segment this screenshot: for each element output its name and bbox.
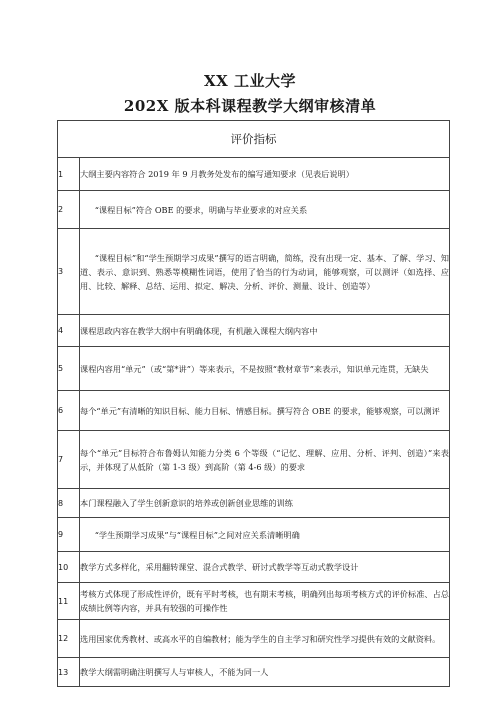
row-number: 2 — [58, 191, 80, 229]
table-row — [58, 583, 450, 620]
table-row — [58, 229, 450, 315]
criterion-text: “课程目标”符合 OBE 的要求，明确与毕业要求的对应关系 — [80, 191, 450, 229]
row-number: 1 — [58, 158, 80, 191]
criterion-text: “课程目标”和“学生预期学习成果”撰写的语言明确，简练，没有出现一定、基本、了解、学习、知道、表示、意识到、熟悉等模糊性词语，使用了恰当的行为动词，能够观察，可以测评（如选择、应用、比较、解释、总结、运用、拟定、解决、分析、评价、测量、设计、创造等） — [80, 229, 450, 315]
table-row — [58, 347, 450, 391]
table-row — [58, 518, 450, 552]
row-number: 6 — [58, 391, 80, 431]
criterion-text: 每个“单元”目标符合布鲁姆认知能力分类 6 个等级（“记忆、理解、应用、分析、评判、创造）”来表示，并体现了从低阶（第 1-3 级）到高阶（第 4-6 级）的要求 — [80, 431, 450, 489]
criterion-text: 本门课程融入了学生创新意识的培养或创新创业思维的训练 — [80, 489, 450, 518]
criterion-text: 课程内容用“单元”（或“第*讲”）等来表示，不是按照“教材章节”来表示，知识单元连贯，无缺失 — [80, 347, 450, 391]
row-number: 3 — [58, 229, 80, 315]
row-number: 11 — [58, 583, 80, 620]
column-header: 评价指标 — [58, 121, 450, 158]
criterion-text: 教学大纲需明确注明撰写人与审核人，不能为同一人 — [80, 658, 450, 687]
row-number: 13 — [58, 658, 80, 687]
table-header-row — [58, 121, 450, 158]
criterion-text: 教学方式多样化，采用翻转课堂、混合式教学、研讨式教学等互动式教学设计 — [80, 552, 450, 583]
row-number: 10 — [58, 552, 80, 583]
criterion-text: 大纲主要内容符合 2019 年 9 月教务处发布的编写通知要求（见表后说明） — [80, 158, 450, 191]
criterion-text: 考核方式体现了形成性评价，既有平时考核，也有期末考核，明确列出每项考核方式的评价标准、占总成绩比例等内容，并具有较强的可操作性 — [80, 583, 450, 620]
table-row — [58, 315, 450, 347]
criterion-text: 选用国家优秀教材、或高水平的自编教材；能为学生的自主学习和研究性学习提供有效的文献资料。 — [80, 620, 450, 658]
table-row — [58, 658, 450, 687]
row-number: 7 — [58, 431, 80, 489]
criterion-text: “学生预期学习成果”与“课程目标”之间对应关系清晰明确 — [80, 518, 450, 552]
row-number: 5 — [58, 347, 80, 391]
table-row — [58, 620, 450, 658]
table-row — [58, 391, 450, 431]
table-row — [58, 552, 450, 583]
row-number: 9 — [58, 518, 80, 552]
table-row — [58, 191, 450, 229]
criterion-text: 每个“单元”有清晰的知识目标、能力目标、情感目标。撰写符合 OBE 的要求，能够观察，可以测评 — [80, 391, 450, 431]
criterion-text: 课程思政内容在教学大纲中有明确体现，有机融入课程大纲内容中 — [80, 315, 450, 347]
document-title: 202X 版本科课程教学大纲审核清单 — [123, 97, 377, 115]
row-number: 8 — [58, 489, 80, 518]
table-row — [58, 489, 450, 518]
row-number: 12 — [58, 620, 80, 658]
table-row — [58, 158, 450, 191]
table-row — [58, 431, 450, 489]
row-number: 4 — [58, 315, 80, 347]
university-title: XX 工业大学 — [204, 72, 296, 90]
criteria-table — [57, 120, 450, 687]
